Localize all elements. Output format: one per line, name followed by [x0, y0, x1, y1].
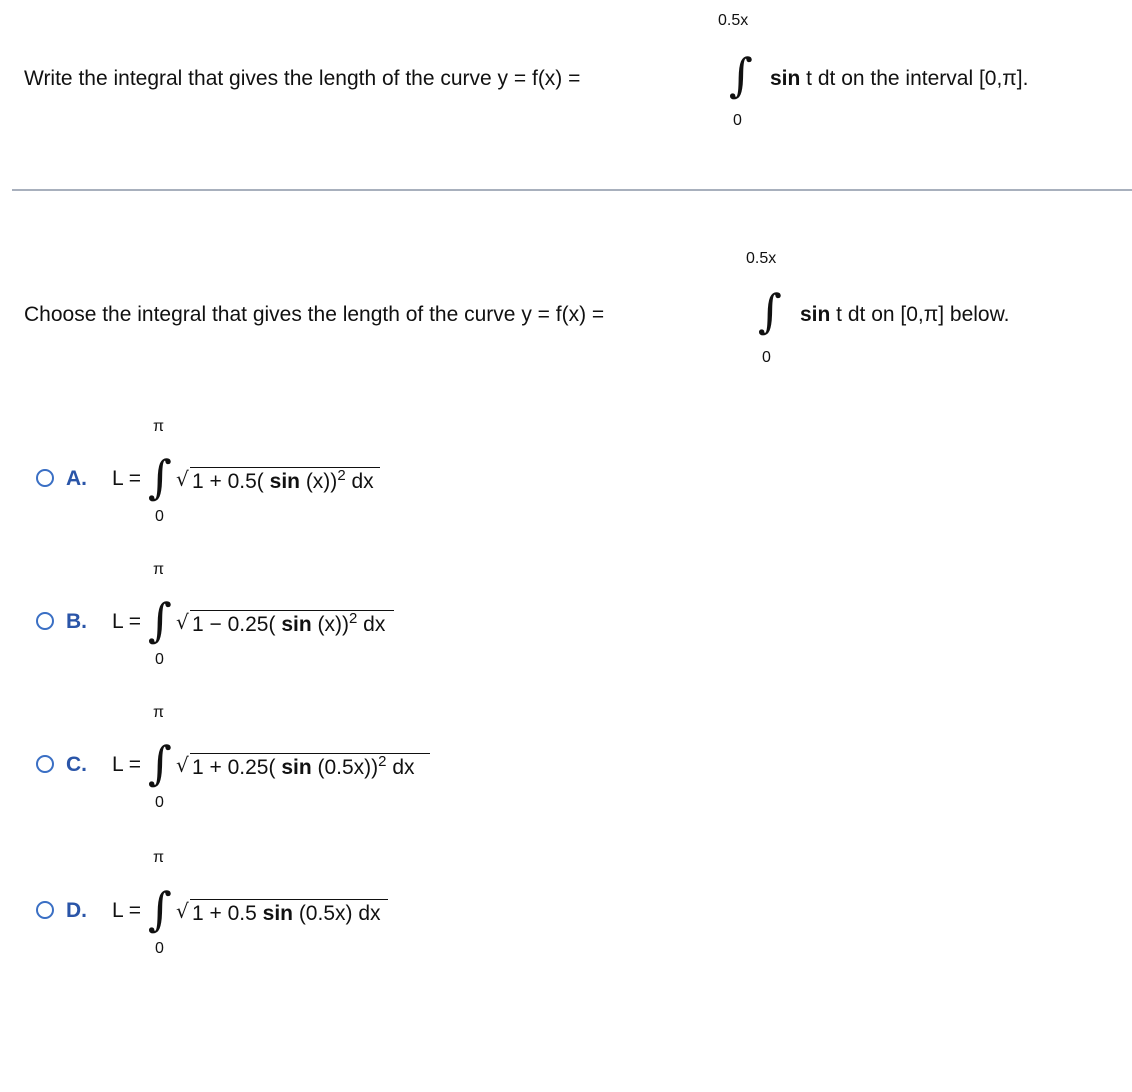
- integrand-arg: (0.5x): [292, 902, 353, 925]
- choice-d[interactable]: [0, 839, 600, 979]
- integrand-dx: dx: [352, 902, 381, 925]
- integral-sign: ∫: [148, 882, 172, 936]
- choice-letter: C.: [66, 753, 87, 776]
- integrand-func: sin: [262, 902, 293, 925]
- prompt-integral-sign: ∫: [758, 284, 782, 338]
- question-integral-sign: ∫: [729, 48, 753, 102]
- integrand: [192, 610, 385, 637]
- integrand-func: sin: [269, 470, 300, 493]
- integrand-exp: 2: [378, 753, 387, 770]
- integrand-arg: (0.5x)): [311, 756, 379, 779]
- lower-limit: 0: [155, 651, 164, 668]
- sqrt-radical-icon: √: [176, 899, 189, 923]
- choice-lhs: L =: [112, 753, 141, 776]
- radio-button[interactable]: [36, 612, 54, 630]
- integrand-func: sin: [281, 613, 312, 636]
- integrand-pre: 1 + 0.5(: [192, 470, 270, 493]
- question-text: Write the integral that gives the length of the curve y = f(x) =: [24, 67, 581, 90]
- choice-letter: B.: [66, 610, 87, 633]
- choice-c[interactable]: [0, 696, 600, 836]
- integral-sign: ∫: [148, 593, 172, 647]
- choice-lhs: L =: [112, 467, 141, 490]
- sqrt-radical-icon: √: [176, 753, 189, 777]
- prompt-integrand-rest: t dt on [0,π] below.: [830, 303, 1010, 326]
- upper-limit: π: [153, 704, 165, 721]
- question-integrand-rest: t dt on the interval [0,π].: [800, 67, 1029, 90]
- integrand-exp: 2: [337, 467, 346, 484]
- integrand-pre: 1 + 0.25(: [192, 756, 282, 779]
- prompt-text: Choose the integral that gives the length of the curve y = f(x) =: [24, 303, 605, 326]
- integrand-dx: dx: [386, 756, 415, 779]
- question-lower-limit: 0: [733, 112, 742, 129]
- sqrt-radical-icon: √: [176, 610, 189, 634]
- radio-button[interactable]: [36, 469, 54, 487]
- section-divider: [12, 189, 1132, 191]
- choice-a[interactable]: [0, 410, 600, 550]
- choice-letter: A.: [66, 467, 87, 490]
- prompt-integrand-func: sin: [800, 303, 831, 326]
- sqrt-radical-icon: √: [176, 467, 189, 491]
- lower-limit: 0: [155, 940, 164, 957]
- question-integrand-func: sin: [770, 67, 801, 90]
- prompt-lower-limit: 0: [762, 349, 771, 366]
- integrand: [192, 467, 374, 494]
- lower-limit: 0: [155, 508, 164, 525]
- choice-b[interactable]: [0, 553, 600, 693]
- radio-button[interactable]: [36, 901, 54, 919]
- integrand-dx: dx: [345, 470, 374, 493]
- integrand-pre: 1 − 0.25(: [192, 613, 282, 636]
- integral-sign: ∫: [148, 450, 172, 504]
- upper-limit: π: [153, 849, 165, 866]
- integrand-dx: dx: [357, 613, 386, 636]
- radio-button[interactable]: [36, 755, 54, 773]
- upper-limit: π: [153, 418, 165, 435]
- integrand: [192, 899, 381, 926]
- upper-limit: π: [153, 561, 165, 578]
- integrand-arg: (x)): [311, 613, 349, 636]
- question-upper-limit: 0.5x: [718, 12, 749, 29]
- integrand-func: sin: [281, 756, 312, 779]
- prompt-integrand: [800, 303, 1009, 327]
- choice-lhs: L =: [112, 899, 141, 922]
- prompt-upper-limit: 0.5x: [746, 250, 777, 267]
- question-integrand: [770, 67, 1028, 91]
- integrand-exp: 2: [348, 610, 358, 627]
- lower-limit: 0: [155, 794, 164, 811]
- integrand: [192, 753, 415, 780]
- choice-letter: D.: [66, 899, 87, 922]
- integrand-pre: 1 + 0.5: [192, 902, 263, 925]
- integrand-arg: (x)): [299, 470, 338, 493]
- integral-sign: ∫: [148, 736, 172, 790]
- choice-lhs: L =: [112, 610, 141, 633]
